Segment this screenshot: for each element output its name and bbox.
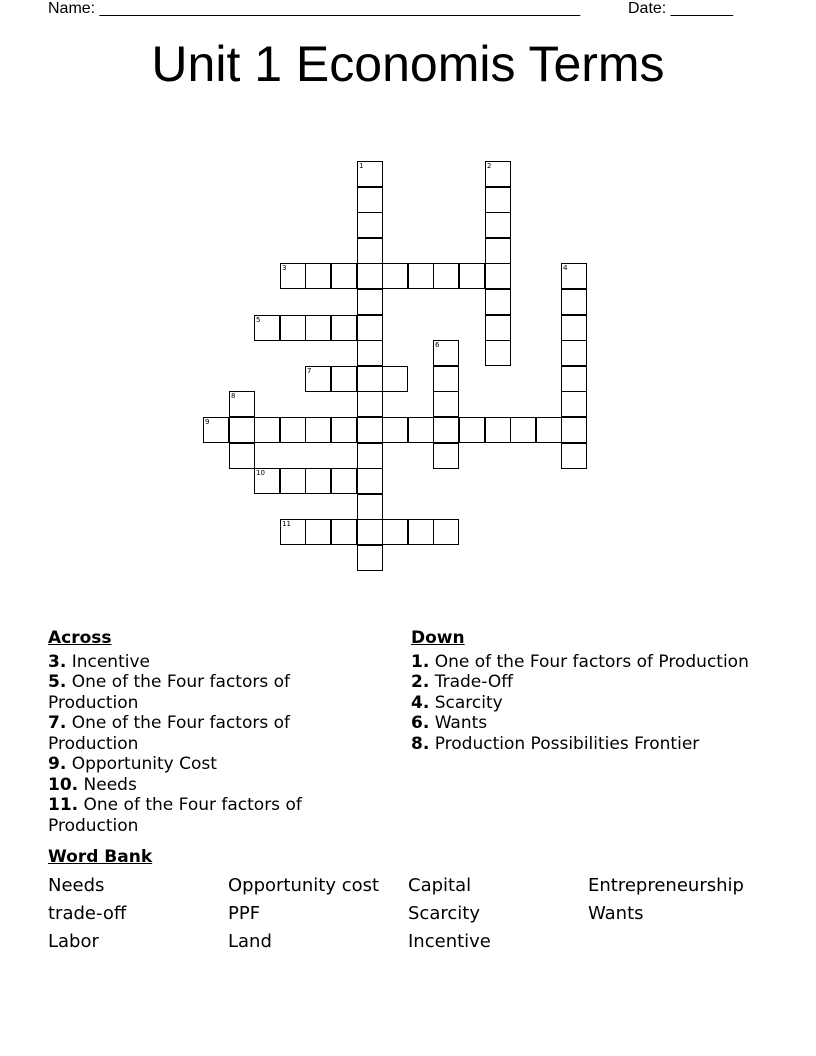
word-bank-item: Entrepreneurship — [588, 875, 744, 896]
crossword-cell[interactable] — [305, 315, 331, 341]
crossword-cell[interactable] — [485, 238, 511, 264]
crossword-cell[interactable] — [510, 417, 536, 443]
cell-number: 6 — [435, 341, 440, 349]
crossword-cell[interactable] — [357, 187, 383, 213]
crossword-cell[interactable] — [433, 417, 459, 443]
crossword-cell[interactable] — [280, 315, 306, 341]
crossword-cell[interactable] — [254, 315, 280, 341]
cell-number: 10 — [256, 469, 265, 477]
crossword-cell[interactable] — [459, 263, 485, 289]
cell-number: 8 — [231, 392, 236, 400]
word-bank-item: Capital — [408, 875, 472, 896]
word-bank-heading: Word Bank — [48, 847, 153, 867]
crossword-cell[interactable] — [357, 340, 383, 366]
crossword-cell[interactable] — [305, 519, 331, 545]
crossword-cell[interactable] — [561, 443, 587, 469]
crossword-cell[interactable] — [305, 263, 331, 289]
crossword-cell[interactable] — [561, 315, 587, 341]
crossword-cell[interactable] — [485, 289, 511, 315]
down-heading: Down — [411, 628, 465, 648]
cell-number: 11 — [282, 520, 291, 528]
crossword-cell[interactable] — [357, 212, 383, 238]
crossword-cell[interactable] — [331, 417, 357, 443]
crossword-cell[interactable] — [357, 238, 383, 264]
clue-number: 5. — [48, 672, 67, 692]
word-bank — [48, 872, 768, 956]
word-bank-item: trade-off — [48, 903, 127, 924]
across-clue — [48, 713, 378, 754]
crossword-cell[interactable] — [485, 417, 511, 443]
clue-text: One of the Four factors of Production — [434, 651, 749, 672]
crossword-cell[interactable] — [357, 519, 383, 545]
crossword-cell[interactable] — [536, 417, 562, 443]
clue-text: Opportunity Cost — [71, 754, 217, 774]
crossword-cell[interactable] — [561, 391, 587, 417]
crossword-cell[interactable] — [561, 340, 587, 366]
crossword-cell[interactable] — [305, 366, 331, 392]
crossword-cell[interactable] — [357, 443, 383, 469]
clue-text: Trade-Off — [434, 672, 513, 692]
crossword-cell[interactable] — [485, 263, 511, 289]
word-bank-item: Needs — [48, 875, 105, 896]
word-bank-item: PPF — [228, 903, 261, 924]
word-bank-item: Labor — [48, 931, 99, 952]
clue-number: 9. — [48, 754, 67, 774]
crossword-cell[interactable] — [203, 417, 229, 443]
crossword-cell[interactable] — [561, 289, 587, 315]
crossword-cell[interactable] — [357, 161, 383, 187]
down-clues — [411, 628, 771, 754]
crossword-cell[interactable] — [280, 417, 306, 443]
clue-number: 4. — [411, 692, 430, 713]
crossword-cell[interactable] — [331, 315, 357, 341]
crossword-cell[interactable] — [433, 391, 459, 417]
clue-text: One of the Four factors of Production — [48, 672, 291, 713]
crossword-cell[interactable] — [357, 366, 383, 392]
clue-number: 3. — [48, 651, 67, 672]
clue-number: 1. — [411, 651, 430, 672]
clue-text: One of the Four factors of Production — [48, 795, 302, 836]
across-heading: Across — [48, 628, 112, 648]
page-title: Unit 1 Economis Terms — [151, 36, 665, 92]
word-bank-item: Scarcity — [408, 903, 480, 924]
crossword-cell[interactable] — [254, 468, 280, 494]
clue-number: 11. — [48, 795, 79, 815]
word-bank-item: Incentive — [408, 931, 491, 952]
crossword-cell[interactable] — [305, 468, 331, 494]
clue-text: Scarcity — [434, 692, 503, 713]
crossword-cell[interactable] — [229, 443, 255, 469]
across-clue — [48, 672, 378, 713]
cell-number: 1 — [359, 162, 364, 170]
cell-number: 9 — [205, 418, 210, 426]
crossword-cell[interactable] — [357, 545, 383, 571]
word-bank-item: Opportunity cost — [228, 875, 380, 896]
date-field-label: Date: _______ — [628, 0, 733, 17]
crossword-cell[interactable] — [433, 443, 459, 469]
crossword-cell[interactable] — [459, 417, 485, 443]
cell-number: 5 — [256, 316, 261, 324]
crossword-cell[interactable] — [485, 161, 511, 187]
across-clue — [48, 795, 378, 836]
clue-number: 2. — [411, 672, 430, 692]
crossword-cell[interactable] — [485, 212, 511, 238]
crossword-cell[interactable] — [357, 391, 383, 417]
crossword-cell[interactable] — [382, 366, 408, 392]
cell-number: 3 — [282, 264, 287, 272]
crossword-cell[interactable] — [280, 468, 306, 494]
crossword-cell[interactable] — [280, 519, 306, 545]
clue-text: Needs — [83, 774, 137, 795]
cell-number: 4 — [563, 264, 568, 272]
word-bank-item: Wants — [588, 903, 644, 924]
across-clue — [48, 754, 378, 775]
clue-number: 6. — [411, 713, 430, 733]
crossword-cell[interactable] — [357, 315, 383, 341]
cell-number: 7 — [307, 367, 312, 375]
crossword-cell[interactable] — [357, 289, 383, 315]
crossword-cell[interactable] — [382, 519, 408, 545]
clue-number: 7. — [48, 713, 67, 733]
crossword-cell[interactable] — [433, 263, 459, 289]
clue-number: 10. — [48, 774, 79, 795]
clue-text: Incentive — [71, 651, 150, 672]
crossword-cell[interactable] — [561, 366, 587, 392]
word-bank-item: Land — [228, 931, 272, 952]
down-clue — [411, 652, 771, 673]
cell-number: 2 — [487, 162, 492, 170]
clue-text: Production Possibilities Frontier — [434, 733, 700, 754]
name-field-label: Name: ______________________________________________________ — [48, 0, 581, 17]
crossword-cell[interactable] — [433, 366, 459, 392]
crossword-cell[interactable] — [433, 340, 459, 366]
crossword-cell[interactable] — [485, 187, 511, 213]
down-clue — [411, 713, 771, 734]
crossword-cell[interactable] — [485, 315, 511, 341]
crossword-cell[interactable] — [382, 263, 408, 289]
crossword-cell[interactable] — [433, 519, 459, 545]
down-clue — [411, 734, 771, 755]
crossword-cell[interactable] — [408, 417, 434, 443]
crossword-cell[interactable] — [561, 263, 587, 289]
crossword-cell[interactable] — [408, 519, 434, 545]
crossword-cell[interactable] — [357, 494, 383, 520]
down-clue — [411, 672, 771, 693]
crossword-cell[interactable] — [408, 263, 434, 289]
clue-text: Wants — [434, 713, 488, 733]
crossword-cell[interactable] — [305, 417, 331, 443]
crossword-cell[interactable] — [254, 417, 280, 443]
down-clue — [411, 693, 771, 714]
across-clue — [48, 652, 378, 673]
crossword-cell[interactable] — [229, 417, 255, 443]
crossword-cell[interactable] — [331, 263, 357, 289]
crossword-cell[interactable] — [357, 263, 383, 289]
across-clue — [48, 775, 378, 796]
clue-text: One of the Four factors of Production — [48, 713, 291, 754]
clue-number: 8. — [411, 733, 430, 754]
crossword-cell[interactable] — [357, 468, 383, 494]
crossword-cell[interactable] — [382, 417, 408, 443]
crossword-cell[interactable] — [561, 417, 587, 443]
crossword-cell[interactable] — [331, 468, 357, 494]
crossword-cell[interactable] — [331, 519, 357, 545]
crossword-cell[interactable] — [485, 340, 511, 366]
crossword-cell[interactable] — [280, 263, 306, 289]
crossword-cell[interactable] — [331, 366, 357, 392]
crossword-cell[interactable] — [229, 391, 255, 417]
crossword-cell[interactable] — [357, 417, 383, 443]
across-clues — [48, 628, 378, 836]
